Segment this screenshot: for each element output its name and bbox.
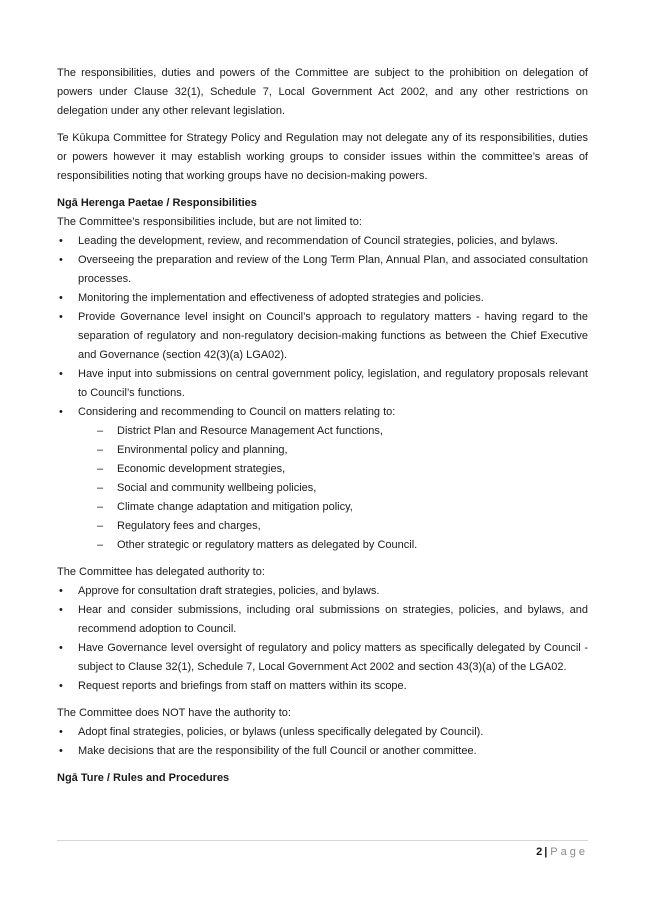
footer-page-label: Page (550, 846, 588, 858)
bullet-item (57, 289, 588, 308)
bullet-text: Leading the development, review, and recommendation of Council strategies, policies, and bylaws. (78, 235, 558, 247)
bullet-text: Monitoring the implementation and effectiveness of adopted strategies and policies. (78, 292, 484, 304)
bullet-icon: • (59, 406, 63, 418)
bullet-icon: • (59, 680, 63, 692)
bullet-item (57, 582, 588, 601)
dash-icon: – (97, 539, 104, 551)
dash-icon: – (97, 463, 104, 475)
bullet-text: Considering and recommending to Council on matters relating to: (78, 406, 396, 418)
sub-bullet-text: Regulatory fees and charges, (117, 520, 261, 532)
paragraph-delegation-prohibition: The responsibilities, duties and powers of the Committee are subject to the prohibition on delegation of powers under Clause 32(1), Schedule 7, Local Government Act 2002, and any other restrictions on delegation under any other relevant legislation. (57, 67, 588, 117)
page-footer (57, 840, 588, 859)
bullet-icon: • (59, 726, 63, 738)
sub-bullet-item (57, 517, 588, 536)
sub-bullet-item (57, 479, 588, 498)
sub-bullet-text: District Plan and Resource Management Act functions, (117, 425, 383, 437)
bullet-item (57, 232, 588, 251)
dash-icon: – (97, 520, 104, 532)
bullet-icon: • (59, 368, 63, 380)
bullet-icon: • (59, 311, 63, 323)
bullet-text: Provide Governance level insight on Council’s approach to regulatory matters - having regard to the separation of regulatory and non-regulatory decision-making functions as between the Chief Executive and Governance (section 42(3)(a) LGA02). (78, 311, 588, 361)
bullet-item (57, 403, 588, 422)
bullet-icon: • (59, 745, 63, 757)
sub-bullet-item (57, 536, 588, 555)
bullet-text: Adopt final strategies, policies, or bylaws (unless specifically delegated by Council). (78, 726, 484, 738)
bullet-item (57, 639, 588, 677)
bullet-text: Approve for consultation draft strategies, policies, and bylaws. (78, 585, 380, 597)
bullet-item (57, 723, 588, 742)
bullet-icon: • (59, 642, 63, 654)
sub-bullet-text: Environmental policy and planning, (117, 444, 288, 456)
bullet-item (57, 365, 588, 403)
sub-bullet-item (57, 441, 588, 460)
bullet-item (57, 742, 588, 761)
responsibilities-list (57, 232, 588, 422)
considering-sub-list (57, 422, 588, 555)
dash-icon: – (97, 425, 104, 437)
bullet-item (57, 677, 588, 696)
paragraph-no-delegate: Te Kūkupa Committee for Strategy Policy and Regulation may not delegate any of its responsibilities, duties or powers however it may establish working groups to consider issues within the committee’s areas of responsibilities noting that working groups have no decision-making powers. (57, 132, 588, 182)
bullet-icon: • (59, 235, 63, 247)
sub-bullet-text: Climate change adaptation and mitigation policy, (117, 501, 353, 513)
delegated-authority-intro: The Committee has delegated authority to: (57, 566, 265, 578)
bullet-text: Request reports and briefings from staff on matters within its scope. (78, 680, 407, 692)
sub-bullet-text: Social and community wellbeing policies, (117, 482, 317, 494)
not-authority-intro: The Committee does NOT have the authority to: (57, 707, 291, 719)
heading-rules-and-procedures: Ngā Ture / Rules and Procedures (57, 772, 230, 784)
sub-bullet-item (57, 422, 588, 441)
dash-icon: – (97, 444, 104, 456)
dash-icon: – (97, 501, 104, 513)
bullet-text: Have Governance level oversight of regulatory and policy matters as specifically delegated by Council - subject to Clause 32(1), Schedule 7, Local Government Act 2002 and section 43(3)(a) of the LGA02. (78, 642, 588, 673)
bullet-text: Have input into submissions on central government policy, legislation, and regulatory proposals relevant to Council’s functions. (78, 368, 588, 399)
sub-bullet-text: Economic development strategies, (117, 463, 286, 475)
bullet-icon: • (59, 585, 63, 597)
not-authority-list (57, 723, 588, 761)
bullet-icon: • (59, 292, 63, 304)
bullet-item (57, 251, 588, 289)
sub-bullet-item (57, 460, 588, 479)
bullet-text: Overseeing the preparation and review of the Long Term Plan, Annual Plan, and associated consultation processes. (78, 254, 588, 285)
page-number: 2 (536, 846, 543, 858)
bullet-text: Make decisions that are the responsibility of the full Council or another committee. (78, 745, 477, 757)
bullet-icon: • (59, 254, 63, 266)
responsibilities-intro: The Committee’s responsibilities include, but are not limited to: (57, 216, 362, 228)
bullet-text: Hear and consider submissions, including oral submissions on strategies, policies, and bylaws, and recommend adoption to Council. (78, 604, 588, 635)
bullet-item (57, 601, 588, 639)
delegated-authority-list (57, 582, 588, 696)
sub-bullet-item (57, 498, 588, 517)
bullet-item (57, 308, 588, 365)
heading-responsibilities: Ngā Herenga Paetae / Responsibilities (57, 197, 257, 209)
bullet-icon: • (59, 604, 63, 616)
dash-icon: – (97, 482, 104, 494)
footer-separator: | (544, 846, 548, 858)
sub-bullet-text: Other strategic or regulatory matters as delegated by Council. (117, 539, 418, 551)
